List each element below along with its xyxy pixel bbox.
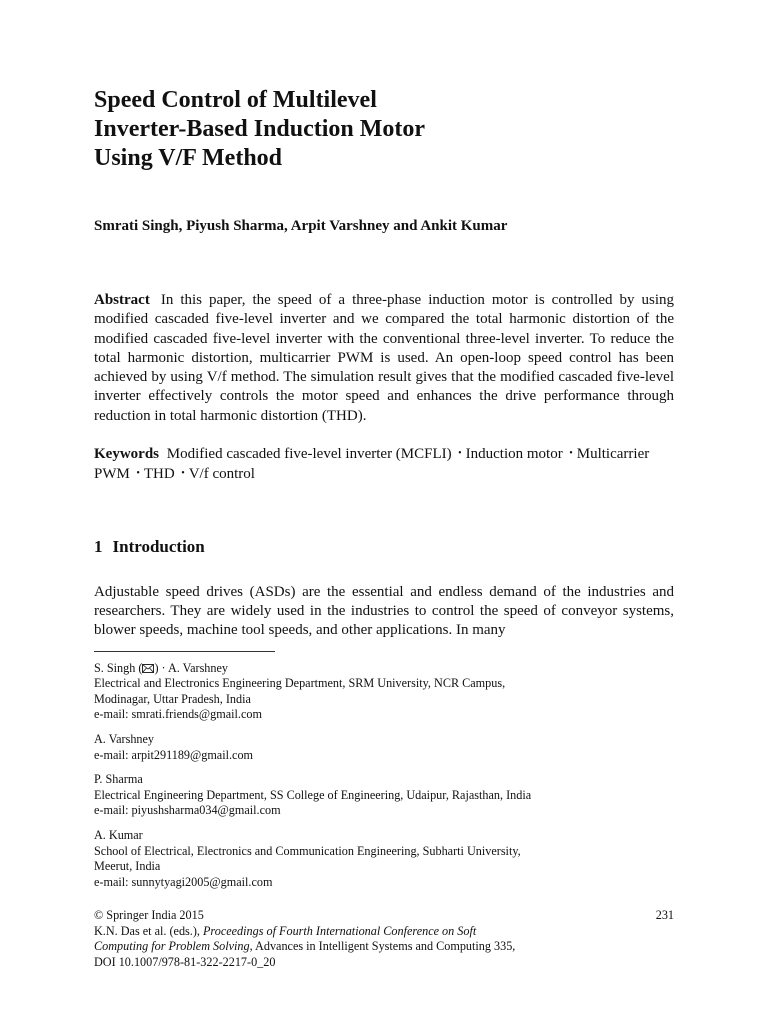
footnote-divider — [94, 651, 275, 652]
keyword: • Multicarrier PWM — [94, 446, 649, 482]
affiliation-line: School of Electrical, Electronics and Communication Engineering, Subharti University, — [94, 843, 521, 858]
email-line: e-mail: smrati.friends@gmail.com — [94, 707, 262, 722]
author-name: S. Singh ( — [94, 660, 143, 675]
proceedings-title: Proceedings of Fourth International Conference on Soft — [202, 923, 477, 938]
author-name: A. Kumar — [94, 827, 143, 842]
email-line: e-mail: sunnytyagi2005@gmail.com — [94, 874, 273, 889]
email-line: e-mail: arpit291189@gmail.com — [94, 747, 254, 762]
keyword: • V/f control — [175, 466, 255, 482]
paper-page — [94, 86, 674, 971]
section-heading — [94, 537, 674, 557]
copyright-line: © Springer India 2015 — [94, 908, 204, 923]
title-line: Speed Control of Multilevel — [94, 87, 377, 113]
introduction-paragraph: Adjustable speed drives (ASDs) are the essential and endless demand of the industries and researchers. They are widely used in the industries to control the speed of conveyor systems, blower speeds, machine tool speeds, and other applications. In many — [94, 583, 674, 639]
affiliation-line: Meerut, India — [94, 859, 161, 874]
publication-footer — [94, 908, 674, 970]
doi-line: DOI 10.1007/978-81-322-2217-0_20 — [94, 955, 276, 970]
paper-title — [94, 86, 674, 173]
section-number: 1 — [94, 536, 103, 556]
citation-line — [94, 924, 674, 940]
page-number: 231 — [655, 908, 674, 923]
email-line: e-mail: piyushsharma034@gmail.com — [94, 803, 281, 818]
keywords-label: Keywords — [94, 446, 159, 463]
keywords — [94, 444, 674, 485]
keyword: • THD — [130, 466, 175, 482]
series-info: , Advances in Intelligent Systems and Computing 335, — [249, 939, 516, 954]
affiliation-block — [94, 828, 674, 890]
abstract-label: Abstract — [94, 292, 150, 308]
abstract — [94, 291, 674, 426]
corresponding-author-line — [94, 661, 674, 677]
editors: K.N. Das et al. (eds.), — [94, 923, 200, 938]
section-title: Introduction — [112, 536, 205, 556]
author-list: Smrati Singh, Piyush Sharma, Arpit Varshney and Ankit Kumar — [94, 218, 508, 234]
abstract-text: In this paper, the speed of a three-phase induction motor is controlled by using modified cascaded five-level inverter and we compared the total harmonic distortion of the modified cascaded five-level inverter with the conventional three-level inverter. To reduce the total harmonic distortion, multicarrier PWM is used. An open-loop speed control has been achieved by using V/f method. The simulation result gives that the modified cascaded five-level inverter effectively controls the motor speed and enhances the drive performance through reduction in total harmonic distortion (THD). — [94, 292, 674, 424]
keyword: Modified cascaded five-level inverter (MCFLI) — [166, 446, 452, 463]
author-name: P. Sharma — [94, 772, 143, 787]
proceedings-title-cont: Computing for Problem Solving — [94, 939, 250, 954]
envelope-icon — [142, 664, 154, 673]
author-name: A. Varshney — [94, 731, 155, 746]
affiliation-block — [94, 772, 674, 819]
affiliation-block — [94, 732, 674, 763]
co-author-name: ) · A. Varshney — [154, 660, 229, 675]
title-line: Inverter-Based Induction Motor — [94, 116, 426, 142]
affiliation-line: Modinagar, Uttar Pradesh, India — [94, 691, 251, 706]
affiliation-line: Electrical Engineering Department, SS College of Engineering, Udaipur, Rajasthan, India — [94, 787, 532, 802]
affiliation-line: Electrical and Electronics Engineering Department, SRM University, NCR Campus, — [94, 676, 506, 691]
title-line: Using V/F Method — [94, 145, 283, 171]
keyword: • Induction motor — [452, 446, 563, 462]
citation-line — [94, 939, 674, 955]
affiliation-block — [94, 661, 674, 723]
